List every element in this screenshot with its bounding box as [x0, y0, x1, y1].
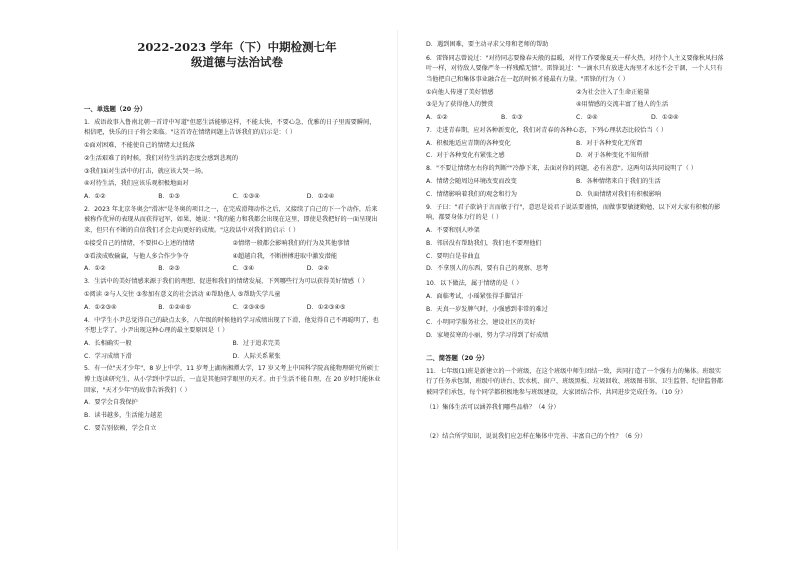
- statement-item: ③看淡成败输赢，与他人多合作少争夺: [84, 252, 189, 260]
- left-column: [84, 0, 381, 437]
- option-b: B．读书越多，生活能力越差: [84, 412, 163, 420]
- option-b: B．邻居没有帮助我们，我们也不要理他们: [426, 239, 542, 247]
- answer-options-row: [84, 352, 381, 363]
- question-3: [84, 277, 381, 313]
- answer-options: [84, 192, 381, 203]
- answer-options: [426, 113, 726, 124]
- option-c: C．对于各种变化有紧张之感: [426, 152, 505, 160]
- statement-row: [426, 88, 726, 99]
- answer-options: [84, 264, 381, 275]
- section-heading-short-answer: 二、简答题（20 分）: [426, 354, 489, 363]
- question-8: [426, 164, 726, 200]
- option-c: C．①③④: [232, 193, 260, 201]
- option-a: A．面临考试，小瑶紧张得手脚冒汗: [426, 293, 524, 301]
- exam-title-line1: 2022-2023 学年（下）中期检测七年: [137, 40, 337, 54]
- option-b: B．过于追求完美: [232, 339, 281, 347]
- question-6: [426, 54, 726, 124]
- option-d: D．不拿别人的东西，要有自己的观察、思考: [426, 265, 549, 273]
- option-d: D．①②③④⑤: [306, 303, 346, 311]
- answer-options-row: [426, 190, 726, 201]
- option-b: B．①②④⑤: [158, 303, 191, 311]
- sub-question-2: （2）结合所学知识，说说我们应怎样在集体中完善、丰富自己的个性？（6 分）: [426, 433, 647, 441]
- option-a: A．要学会自我保护: [84, 399, 138, 407]
- exam-title-line2: 级道德与法治试卷: [191, 55, 283, 69]
- statement-row: [84, 252, 381, 263]
- question-stem: 4．中学生小尹总觉得自己的缺点太多，八年级的时候他的学习成绩出现了下滑，他觉得自己不再聪明了，也不想上学了，小尹出现这种心理的最主要原因是（ ）: [84, 316, 379, 335]
- option-c: C．要明白是非曲直: [426, 252, 480, 260]
- option-b: B．①③: [158, 193, 180, 201]
- option-d: D．①②④: [306, 193, 335, 201]
- question-1: [84, 118, 381, 203]
- option-b: B．各种情绪来自于我们的生活: [576, 178, 661, 186]
- question-2: [84, 205, 381, 275]
- question-stem: 5．有一位"天才少年"，8 岁上中学，11 岁考上湖南湘潭大学，17 岁又考上中国科学院高能物理研究所硕士博士连读研究生，从小学到中学以后，一直是其他同学眼里的天才。由于生活不能自理，在 20 岁时只能休业回家，"天才少年"的故事告诉我们（ ）: [84, 365, 381, 394]
- option-d: D．家境贫寒的小丽，努力学习得到了好成绩: [426, 331, 549, 339]
- answer-options: [84, 303, 381, 314]
- section-heading-single-choice: 一、单选题（20 分）: [84, 105, 147, 113]
- option-c: C．③④: [232, 265, 255, 273]
- option-c: C．②④: [576, 114, 598, 122]
- statement-row: [426, 100, 726, 111]
- answer-options-row: [426, 151, 726, 162]
- option-a: A．情绪会随周边环境改变而改变: [426, 178, 517, 186]
- option-d: D．对于各种变化不知所措: [576, 152, 649, 160]
- statement-item: ④用情感的交流丰富了他人的生活: [576, 101, 669, 109]
- answer-options-row: [426, 139, 726, 150]
- option-d: D．人际关系紧张: [232, 352, 281, 360]
- question-stem: 1．成语故事入鲁南北朝一首诗中写道"但愿生活能够这样，不能太快，不要心急，优雅的日子里需要瞬间，相信吧，快乐的日子将会来临。"这首诗在情绪问题上告诉我们的启示是：（ ）: [84, 118, 376, 137]
- option-a: A．①②③④: [84, 303, 117, 311]
- question-5: [84, 364, 381, 434]
- question-stem: 2．2023 年北京冬奥会"滑冰"是冬奥的项目之一，在完成滑翔动作之后，又接续了自己的下一个动作，后来被称作优异的表现从而获得冠军，如果，她说："我的能力和我都会出现在这里，即使是我把好的一面呈现出来，但只有不断的自信我们才会走向更好的成绩。"这段话中对我们的启示（ ）: [84, 205, 378, 235]
- statement-item: ②情绪一般都会影响我们的行为及其他事情: [232, 239, 350, 247]
- question-stem: 9．子曰："君子欲讷于言而敏于行"，意思是说君子说话要谨慎，而做事要敏捷勤勉，以下对大家有积极的影响，都要身体力行的是（ ）: [426, 203, 721, 222]
- statement-item: ①向他人传递了美好情感: [426, 88, 494, 96]
- option-b: B．①③: [501, 114, 523, 122]
- option-a: A．①②: [426, 114, 448, 122]
- option-a: A．①②: [84, 265, 106, 273]
- question-4: [84, 316, 381, 363]
- option-a: A．积极地适应青期的各种变化: [426, 139, 511, 147]
- statement-item: ①接受自己的情绪，不要担心上述的情绪: [84, 239, 195, 247]
- option-d: D．①②④: [651, 114, 679, 122]
- option-c: C．学习成绩下滑: [84, 352, 132, 360]
- option-a: A．不要和别人吵架: [426, 226, 480, 234]
- option-d: D．遇到困难，要主动寻求父母和老师的帮助: [426, 41, 549, 48]
- question-11: [426, 367, 726, 443]
- question-10: [426, 279, 726, 341]
- option-c: C．②③④⑤: [232, 303, 266, 311]
- question-stem: 10．以下做法，属于情绪的是（ ）: [426, 280, 523, 288]
- statement-item: ①阅读 ②与人交往 ③参加有意义的社会活动 ④帮助他人 ⑤帮助失学儿童: [84, 290, 281, 298]
- option-b: B．天真一岁发脾气时，小强感到非常的难过: [426, 305, 548, 313]
- statement-item: ④对待生活，我们应该乐观积极地面对: [84, 180, 189, 188]
- answer-options-row: [426, 177, 726, 188]
- statement-item: ②生活艰难了的时候，我们对待生活的态度会感到悲观的: [84, 154, 239, 162]
- statement-row: [84, 239, 381, 250]
- question-stem: 3．生活中的美好情感来源于我们的理想、促进和我们的情绪发展，下列哪些行为可以获得美好情感（ ）: [84, 278, 369, 286]
- option-c: C．小明同学服务社会，建设社区的美好: [426, 318, 536, 326]
- option-c: C．情绪影响着我们的观念和行为: [426, 190, 517, 198]
- statement-item: ③是为了获得他人的赞赏: [426, 101, 494, 109]
- statement-item: ③我们面对生活中的打击，就应该大哭一场。: [84, 167, 208, 175]
- statement-item: ②为社会注入了生命正能量: [576, 88, 650, 96]
- question-stem: 6．雷锋同志曾说过："对待同志要像春天般的温暖，对待工作要像夏天一样火热，对待个人主义要像秋风扫落叶一样，对待敌人要像严冬一样残酷无情"。雷锋说过："一滴水只有放进大海里才永远不会干涸，一个人只有当他把自己和集体事业融合在一起的时候才能最有力量。"雷锋的行为（ ）: [426, 54, 724, 83]
- column-divider: [397, 30, 398, 550]
- option-b: B．②③: [158, 265, 180, 273]
- question-stem: 11．七年级(1)班是新建立的一个班级，在这个班级中师生团结一致，共同打造了一个强有力的集体。班级实行了任务承包制，班级中的讲台、饮水机、窗户、班级黑板、垃圾回收、班级图书馆、卫生监督、纪律监督都被同学们承包，每个同学都积极地参与班级建设，大家团结合作，共同进步完成任务。（10 分）: [426, 367, 723, 396]
- statement-item: ④超越自我，不断拼搏进取中激发潜能: [232, 252, 338, 260]
- statement-item: ①面对困难，不能使自己的情绪太过低落: [84, 141, 195, 149]
- question-stem: 7．走进青春期，应对各种新变化，我们对青春的各种心态，下列心理状态比较恰当（ ）: [426, 126, 668, 134]
- question-stem: 8．"不要让情绪左右你的判断""冷静下来，去面对你的问题，必有善意"。这两句话共同说明了（ ）: [426, 165, 697, 173]
- question-7: [426, 126, 726, 162]
- option-d: D．②④: [306, 265, 329, 273]
- question-9: [426, 203, 726, 275]
- answer-options-row: [84, 339, 381, 350]
- option-d: D．负面情绪对我们有积极影响: [576, 190, 662, 198]
- right-column: [426, 0, 726, 445]
- option-a: A．①②: [84, 193, 106, 201]
- option-b: B．对于各种变化无所谓: [576, 139, 643, 147]
- sub-question-1: （1）集体生活可以涵养我们哪些品格？（4 分）: [426, 403, 560, 411]
- option-c: C．要告别依赖，学会自立: [84, 425, 157, 432]
- option-a: A．长相确实一般: [84, 339, 132, 347]
